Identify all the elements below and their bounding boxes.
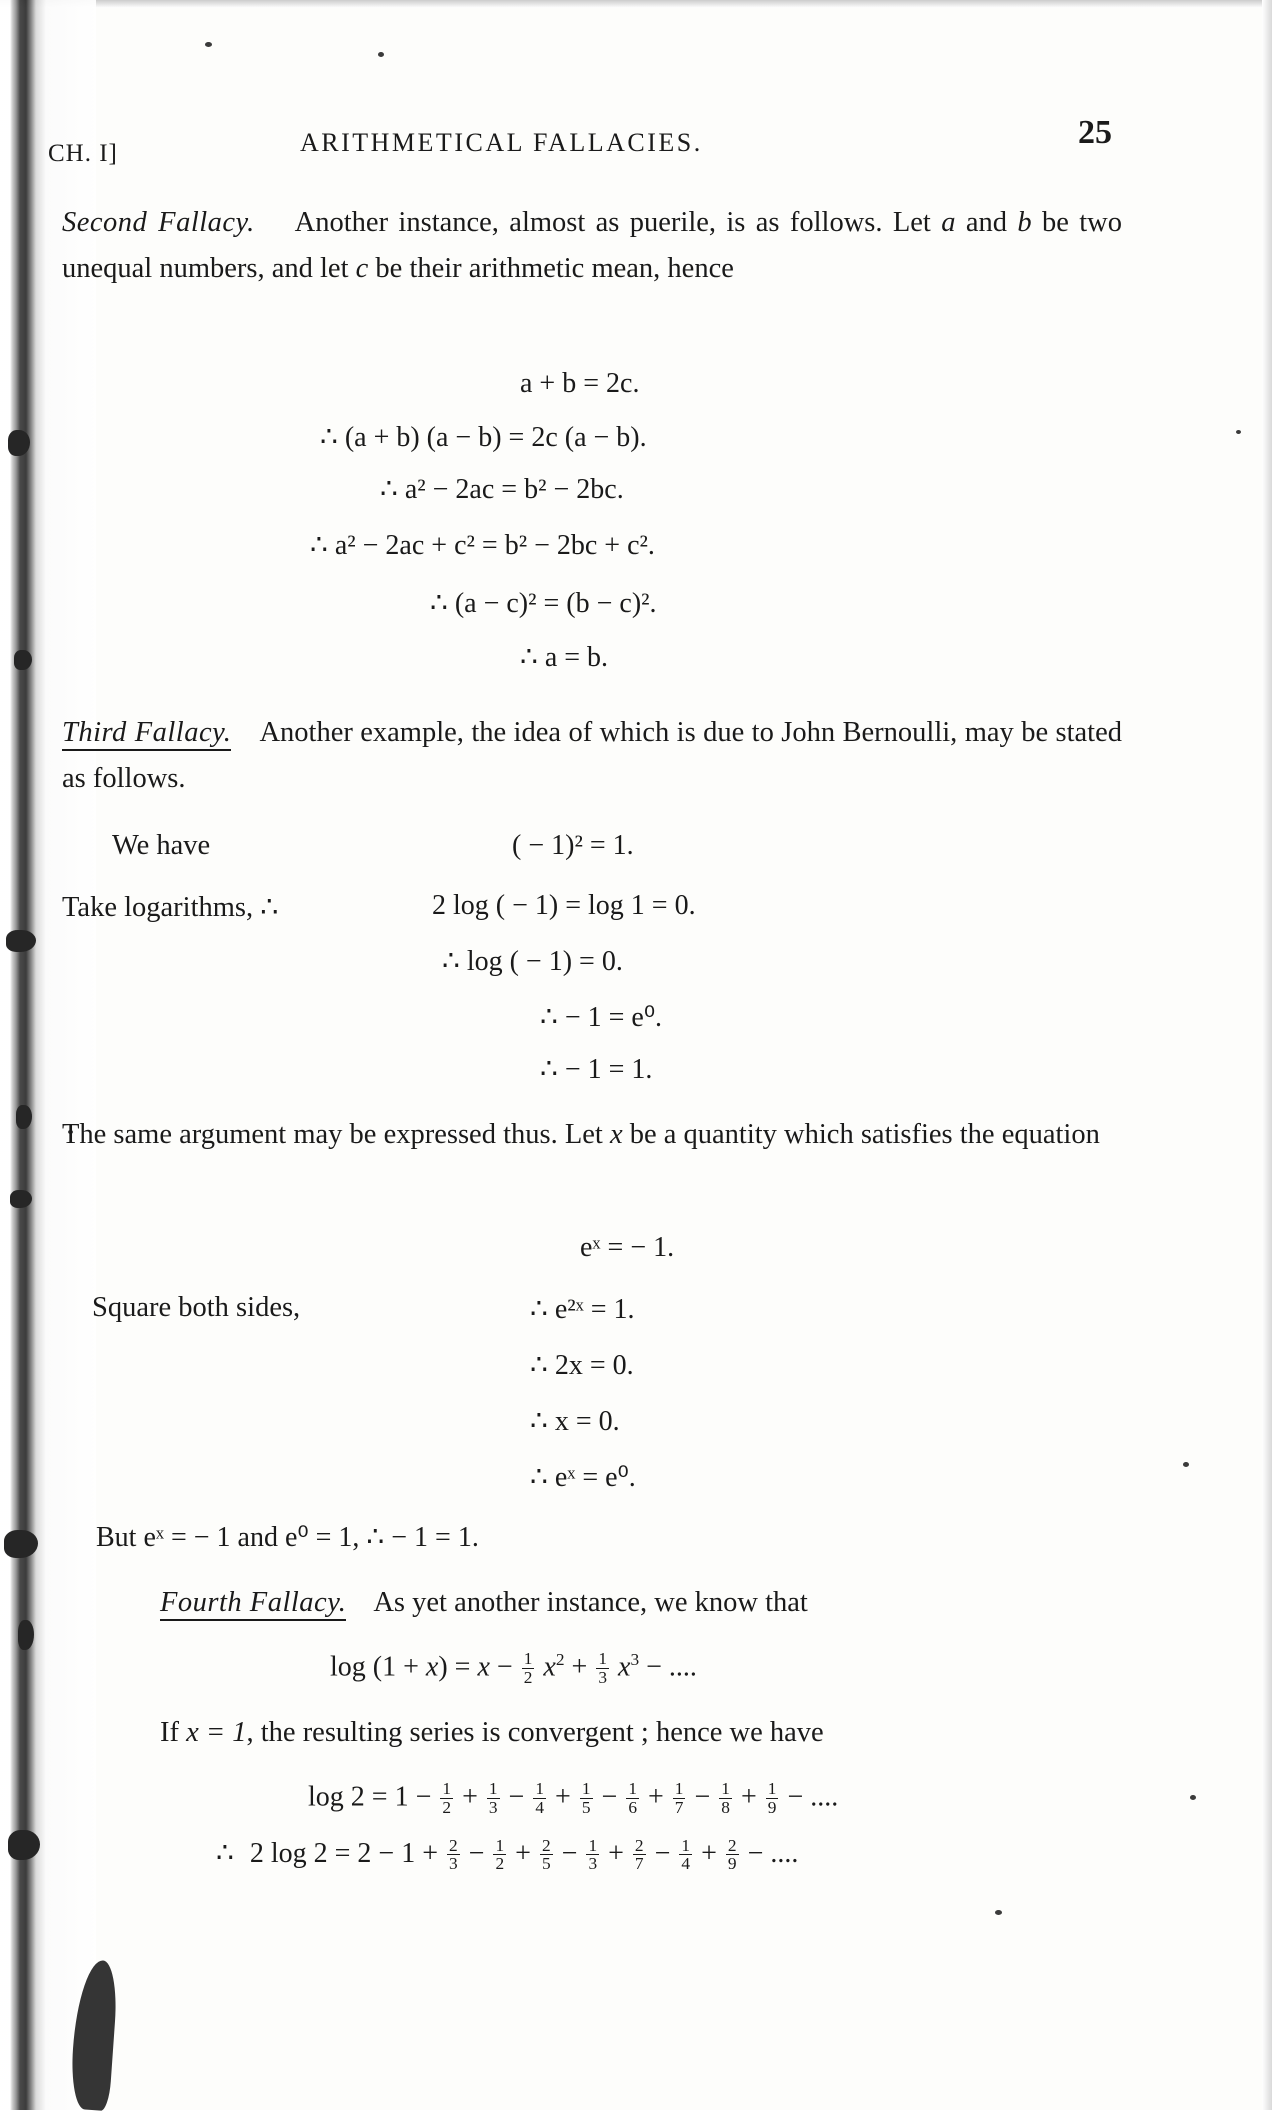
equation-log2-series: log 2 = 1 − $\frac{1}{2}$ + $\frac{1}{3}$ − $\frac{1}{4}$ + $\frac{1}{5}$ − $\frac{1}{6}$ + $\frac{1}{7}$ − $\frac{1}{8}$ + $\frac{1}{9}$ − .... [308,1779,839,1817]
fourth-fallacy-heading: Fourth Fallacy. [160,1587,346,1621]
lead-take-logarithms: Take logarithms, ∴ [62,892,279,923]
page-number: 25 [1078,114,1112,151]
running-head [0,114,1272,168]
second-fallacy-heading: Second Fallacy. [62,207,255,238]
var-a: a [941,207,956,238]
page-speck [995,1910,1002,1915]
equation-ex-e0: ∴ eˣ = e⁰. [530,1462,636,1493]
third-fallacy-heading: Third Fallacy. [62,717,231,751]
gutter-scan-artifacts [0,0,96,2110]
equation-ex-minus-one: eˣ = − 1. [580,1232,675,1263]
fourth-fallacy-text-2b: , the resulting series is convergent ; hence we have [246,1717,824,1748]
equation-log-series: log (1 + x) = x − $\frac{1}{2}$ $x^2$ + $\frac{1}{3}$ $x^3$ − .... [330,1649,697,1687]
page-right-edge-shadow [1262,0,1272,2110]
equation-add-c2: ∴ a² − 2ac + c² = b² − 2bc + c². [310,530,655,561]
equation-x-zero: ∴ x = 0. [530,1406,620,1437]
page-speck [1183,1462,1189,1467]
fourth-fallacy-text-2a: If [160,1717,187,1748]
equation-minus-one-e0: ∴ − 1 = e⁰. [540,1002,663,1033]
lead-we-have: We have [112,830,211,861]
fourth-fallacy-paragraph-2 [160,1710,1120,1756]
chapter-mark: CH. I] [48,140,118,167]
var-c: c [355,253,369,284]
page-speck [1236,430,1241,434]
fourth-fallacy-text: As yet another instance, we know that [373,1587,808,1618]
second-fallacy-text-4: be their arithmetic mean, hence [368,253,734,284]
same-argument-paragraph [62,1112,1122,1158]
equation-two-log: 2 log ( − 1) = log 1 = 0. [432,890,696,921]
equation-squares: ∴ (a − c)² = (b − c)². [430,588,657,619]
equation-closing-contradiction: But eˣ = − 1 and e⁰ = 1, ∴ − 1 = 1. [96,1522,479,1553]
equation-log-minus-one: ∴ log ( − 1) = 0. [442,946,623,977]
same-argument-text-2: be a quantity which satisfies the equation [622,1119,1100,1150]
equation-2log2-series: ∴ 2 log 2 = 2 − 1 + $\frac{2}{3}$ − $\frac{1}{2}$ + $\frac{2}{5}$ − $\frac{1}{3}$ + $\frac{2}{7}$ − $\frac{1}{4}$ + $\frac{2}{9}$ − .... [216,1835,799,1874]
equation-a-plus-b: a + b = 2c. [520,368,640,399]
third-fallacy-paragraph [62,710,1122,802]
second-fallacy-paragraph [62,200,1122,292]
equation-2x-zero: ∴ 2x = 0. [530,1350,634,1381]
fourth-fallacy-paragraph [160,1580,1120,1626]
second-fallacy-text-1: Another instance, almost as puerile, is as follows. Let [294,207,942,238]
page-speck [205,42,212,47]
lead-square-both-sides: Square both sides, [92,1292,301,1323]
condition-x-equals-1: x = 1 [186,1717,247,1748]
page-title: ARITHMETICAL FALLACIES. [300,128,703,157]
equation-a-equals-b: ∴ a = b. [520,642,609,673]
second-fallacy-text-2: and [955,207,1018,238]
equation-minus-one-equals-one: ∴ − 1 = 1. [540,1054,653,1085]
equation-product: ∴ (a + b) (a − b) = 2c (a − b). [320,422,647,453]
same-argument-text-1: The same argument may be expressed thus. Let [62,1119,610,1150]
equation-expand: ∴ a² − 2ac = b² − 2bc. [380,474,624,505]
third-fallacy-text: Another example, the idea of which is due to John Bernoulli, may be stated as follows. [62,717,1122,794]
var-b: b [1017,207,1032,238]
page-speck [378,52,384,57]
page-speck [1190,1795,1196,1800]
equation-e2x: ∴ e²ˣ = 1. [530,1294,635,1325]
equation-minus-one-squared: ( − 1)² = 1. [512,830,634,861]
second-fallacy-text-3: be two unequal numbers, and let [62,207,1122,284]
page-top-edge-shadow [0,0,1272,8]
var-x: x [609,1119,623,1150]
